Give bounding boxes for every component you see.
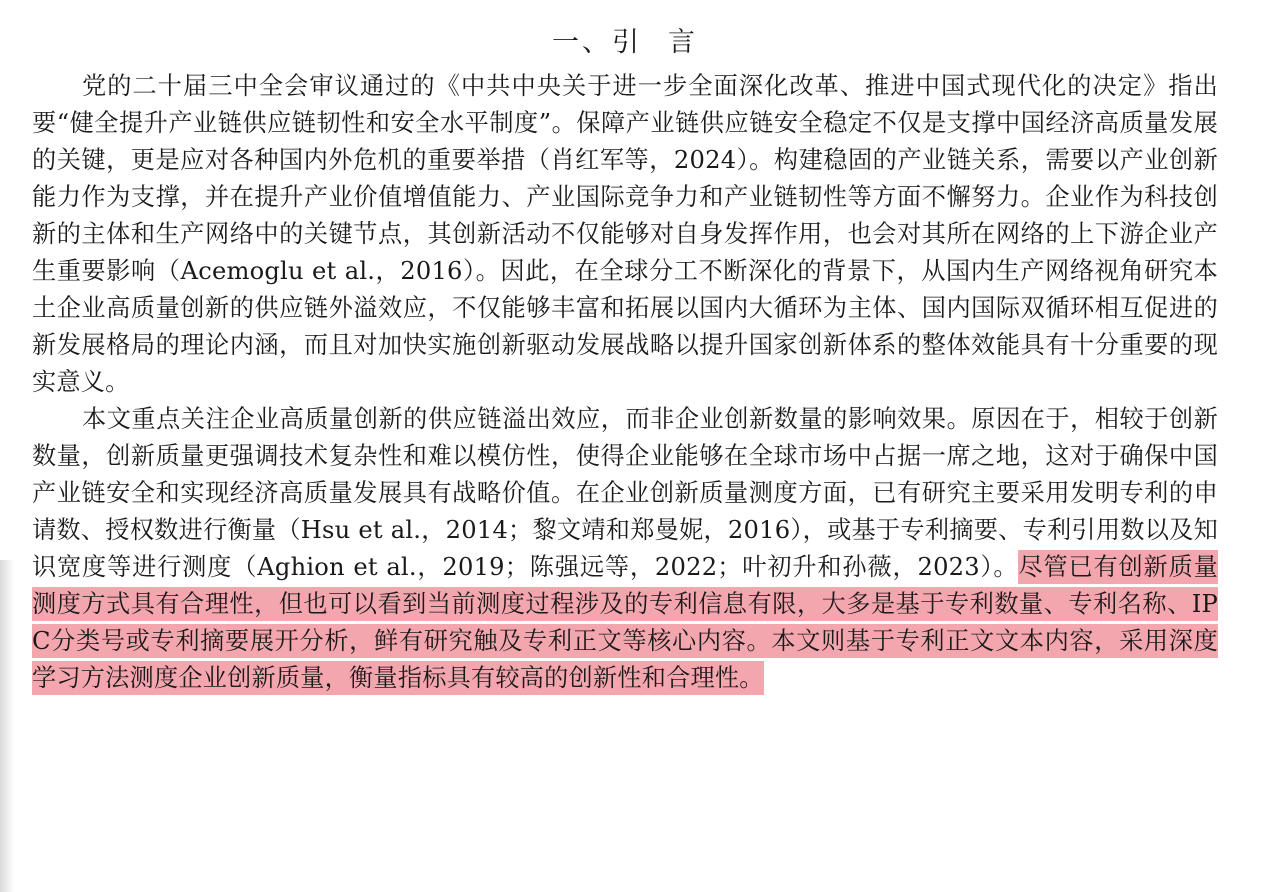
section-number: 一、: [552, 27, 612, 58]
paragraph-1-text: 党的二十届三中全会审议通过的《中共中央关于进一步全面深化改革、推进中国式现代化的决定》指出要“健全提升产业链供应链韧性和安全水平制度”。保障产业链供应链安全稳定不仅是支撑中国经济高质量发展的关键，更是应对各种国内外危机的重要举措（肖红军等，2024）。构建稳固的产业链关系，需要以产业创新能力作为支撑，并在提升产业价值增值能力、产业国际竞争力和产业链韧性等方面不懈努力。企业作为科技创新的主体和生产网络中的关键节点，其创新活动不仅能够对自身发挥作用，也会对其所在网络的上下游企业产生重要影响（Acemoglu et al.，2016）。因此，在全球分工不断深化的背景下，从国内生产网络视角研究本土企业高质量创新的供应链外溢效应，不仅能够丰富和拓展以国内大循环为主体、国内国际双循环相互促进的新发展格局的理论内涵，而且对加快实施创新驱动发展战略以提升国家创新体系的整体效能具有十分重要的现实意义。: [32, 72, 1218, 396]
paragraph-1[interactable]: [32, 68, 1218, 401]
section-title-char-2: 言: [668, 27, 698, 58]
paragraph-2[interactable]: [32, 401, 1218, 697]
highlighted-passage[interactable]: 尽管已有创新质量测度方式具有合理性，但也可以看到当前测度过程涉及的专利信息有限，大多是基于专利数量、专利名称、IPC分类号或专利摘要展开分析，鲜有研究触及专利正文等核心内容。本文则基于专利正文文本内容，采用深度学习方法测度企业创新质量，衡量指标具有较高的创新性和合理性。: [32, 550, 1218, 695]
section-title: [32, 22, 1218, 64]
page-edge-shadow: [0, 560, 14, 892]
section-title-char-1: 引: [612, 27, 642, 58]
paragraph-2-text: 本文重点关注企业高质量创新的供应链溢出效应，而非企业创新数量的影响效果。原因在于，相较于创新数量，创新质量更强调技术复杂性和难以模仿性，使得企业能够在全球市场中占据一席之地，这对于确保中国产业链安全和实现经济高质量发展具有战略价值。在企业创新质量测度方面，已有研究主要采用发明专利的申请数、授权数进行衡量（Hsu et al.，2014；黎文靖和郑曼妮，2016），或基于专利摘要、专利引用数以及知识宽度等进行测度（Aghion et al.，2019；陈强远等，2022；叶初升和孙薇，2023）。: [32, 405, 1218, 581]
document-page: [32, 22, 1218, 697]
